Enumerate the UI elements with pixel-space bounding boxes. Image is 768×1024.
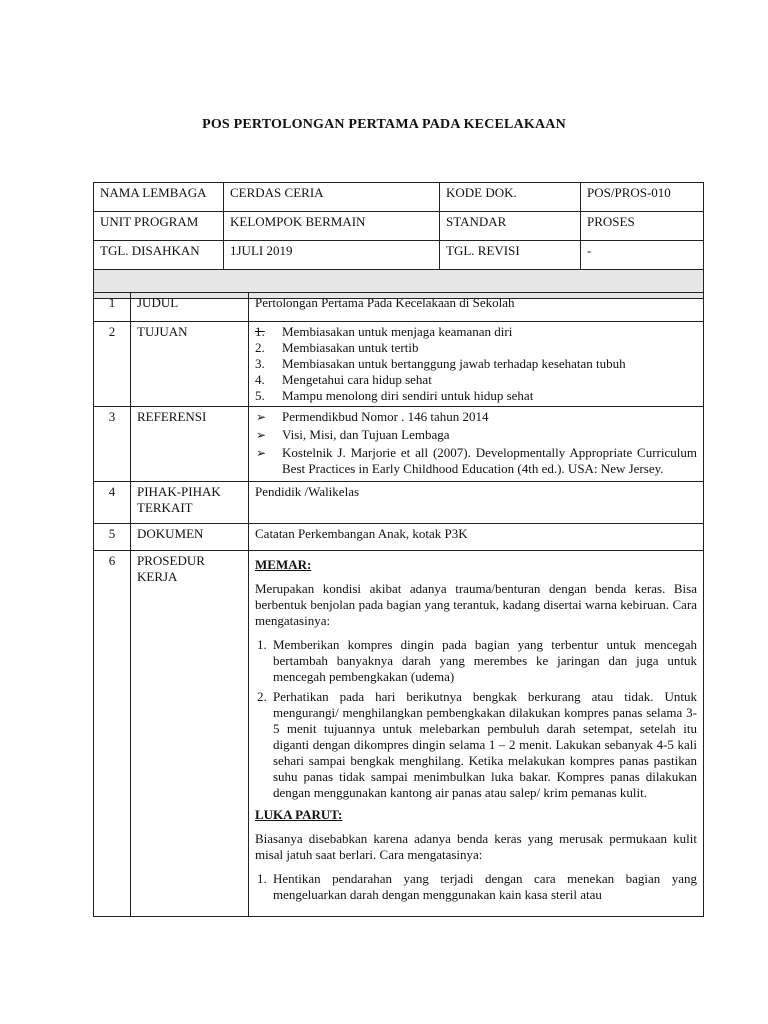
row-pihak-terkait: [94, 482, 704, 524]
header-value: 1JULI 2019: [224, 241, 440, 270]
memar-steps-list: [255, 637, 697, 801]
item-number: 1.: [257, 637, 267, 652]
item-text: Kostelnik J. Marjorie et all (2007). Developmentally Appropriate Curriculum Best Practices in Early Childhood Education (4th ed.). USA: New Jersey.: [282, 445, 697, 476]
paragraph-luka-intro: Biasanya disebabkan karena adanya benda keras yang merusak permukaan kulit misal jatuh saat berlari. Cara mengatasinya:: [255, 831, 697, 862]
item-text: Permendikbud Nomor . 146 tahun 2014: [282, 409, 489, 424]
item-number: 2.: [257, 689, 267, 704]
item-number: 1.: [255, 324, 265, 339]
header-row: [94, 212, 704, 241]
row-number: 3: [94, 407, 131, 482]
row-number: 6: [94, 551, 131, 917]
row-number: 4: [94, 482, 131, 524]
item-text: Hentikan pendarahan yang terjadi dengan cara menekan bagian yang mengeluarkan darah dengan menggunakan kain kasa steril atau: [273, 871, 697, 902]
row-number: 2: [94, 322, 131, 407]
header-value: PROSES: [581, 212, 704, 241]
row-content: Catatan Perkembangan Anak, kotak P3K: [249, 524, 704, 551]
row-label: JUDUL: [131, 293, 249, 322]
section-heading-memar: MEMAR:: [255, 557, 312, 572]
tujuan-list: [255, 324, 697, 404]
arrow-bullet-icon: ➢: [256, 446, 267, 460]
item-text: Visi, Misi, dan Tujuan Lembaga: [282, 427, 450, 442]
referensi-list: [255, 409, 697, 477]
header-label: NAMA LEMBAGA: [94, 183, 224, 212]
row-number: 5: [94, 524, 131, 551]
row-judul: [94, 293, 704, 322]
list-item: [255, 445, 697, 477]
row-dokumen: [94, 524, 704, 551]
item-text: Memberikan kompres dingin pada bagian yang terbentur untuk mencegah bertambah banyaknya darah yang merembes ke jaringan dan juga untuk mencegah pembengkakan (udema): [273, 637, 697, 684]
header-label: UNIT PROGRAM: [94, 212, 224, 241]
list-item: [255, 356, 697, 372]
row-label: [131, 482, 249, 524]
list-item: [255, 409, 697, 425]
row-label: TUJUAN: [131, 322, 249, 407]
list-item: [255, 871, 697, 903]
row-number: 1: [94, 293, 131, 322]
header-row: [94, 241, 704, 270]
row-content: Pertolongan Pertama Pada Kecelakaan di Sekolah: [249, 293, 704, 322]
header-label: KODE DOK.: [440, 183, 581, 212]
list-item: [255, 372, 697, 388]
list-item: [255, 340, 697, 356]
header-label: TGL. DISAHKAN: [94, 241, 224, 270]
row-content: Pendidik /Walikelas: [249, 482, 704, 524]
label-line: PROSEDUR: [137, 553, 205, 568]
label-line: KERJA: [137, 569, 178, 584]
row-tujuan: [94, 322, 704, 407]
item-number: 1.: [257, 871, 267, 886]
list-item: [255, 324, 697, 340]
paragraph-memar-intro: Merupakan kondisi akibat adanya trauma/benturan dengan benda keras. Bisa berbentuk benjolan pada bagian yang terantuk, kadang disertai warna kebiruan. Cara mengatasinya:: [255, 581, 697, 628]
section-heading-luka-parut: LUKA PARUT:: [255, 807, 343, 822]
row-label: [131, 551, 249, 917]
list-item: [255, 388, 697, 404]
row-content: [249, 407, 704, 482]
label-line: PIHAK-PIHAK: [137, 484, 221, 499]
header-label: STANDAR: [440, 212, 581, 241]
prosedur-content: [255, 553, 697, 916]
header-row: [94, 183, 704, 212]
item-text: Membiasakan untuk bertanggung jawab terhadap kesehatan tubuh: [282, 356, 626, 371]
header-value: -: [581, 241, 704, 270]
document-title: POS PERTOLONGAN PERTAMA PADA KECELAKAAN: [202, 117, 566, 132]
item-number: 4.: [255, 372, 265, 387]
list-item: [255, 427, 697, 443]
list-item: [255, 637, 697, 685]
arrow-bullet-icon: ➢: [256, 428, 267, 442]
item-text: Perhatikan pada hari berikutnya bengkak berkurang atau tidak. Untuk mengurangi/ menghilangkan pembengkakan dilakukan kompres panas selama 3-5 menit tujuannya untuk melebarkan pembuluh darah setempat, setelah itu diganti dengan dikompres dingin selama 1 – 2 menit. Lakukan sebanyak 4-5 kali sehari sampai bengkak menghilang. Ketika melakukan kompres panas pastikan suhu panas tidak sampai menimbulkan luka bakar. Kompres panas dilakukan dengan menggunakan kantong air panas atau salep/ krim pemanas kulit.: [273, 689, 697, 800]
item-text: Membiasakan untuk tertib: [282, 340, 419, 355]
luka-steps-list: [255, 871, 697, 903]
item-number: 2.: [255, 340, 265, 355]
row-referensi: [94, 407, 704, 482]
header-value: KELOMPOK BERMAIN: [224, 212, 440, 241]
header-value: POS/PROS-010: [581, 183, 704, 212]
row-label: DOKUMEN: [131, 524, 249, 551]
list-item: [255, 689, 697, 801]
item-number: 3.: [255, 356, 265, 371]
row-content: [249, 322, 704, 407]
item-text: Mengetahui cara hidup sehat: [282, 372, 432, 387]
item-number: 5.: [255, 388, 265, 403]
header-value: CERDAS CERIA: [224, 183, 440, 212]
row-label: REFERENSI: [131, 407, 249, 482]
procedure-table: [93, 292, 704, 917]
arrow-bullet-icon: ➢: [256, 410, 267, 424]
row-prosedur: [94, 551, 704, 917]
item-text: Mampu menolong diri sendiri untuk hidup sehat: [282, 388, 534, 403]
header-label: TGL. REVISI: [440, 241, 581, 270]
document-header-table: [93, 182, 704, 299]
row-content: [249, 551, 704, 917]
label-line: TERKAIT: [137, 500, 193, 515]
item-text: Membiasakan untuk menjaga keamanan diri: [282, 324, 513, 339]
